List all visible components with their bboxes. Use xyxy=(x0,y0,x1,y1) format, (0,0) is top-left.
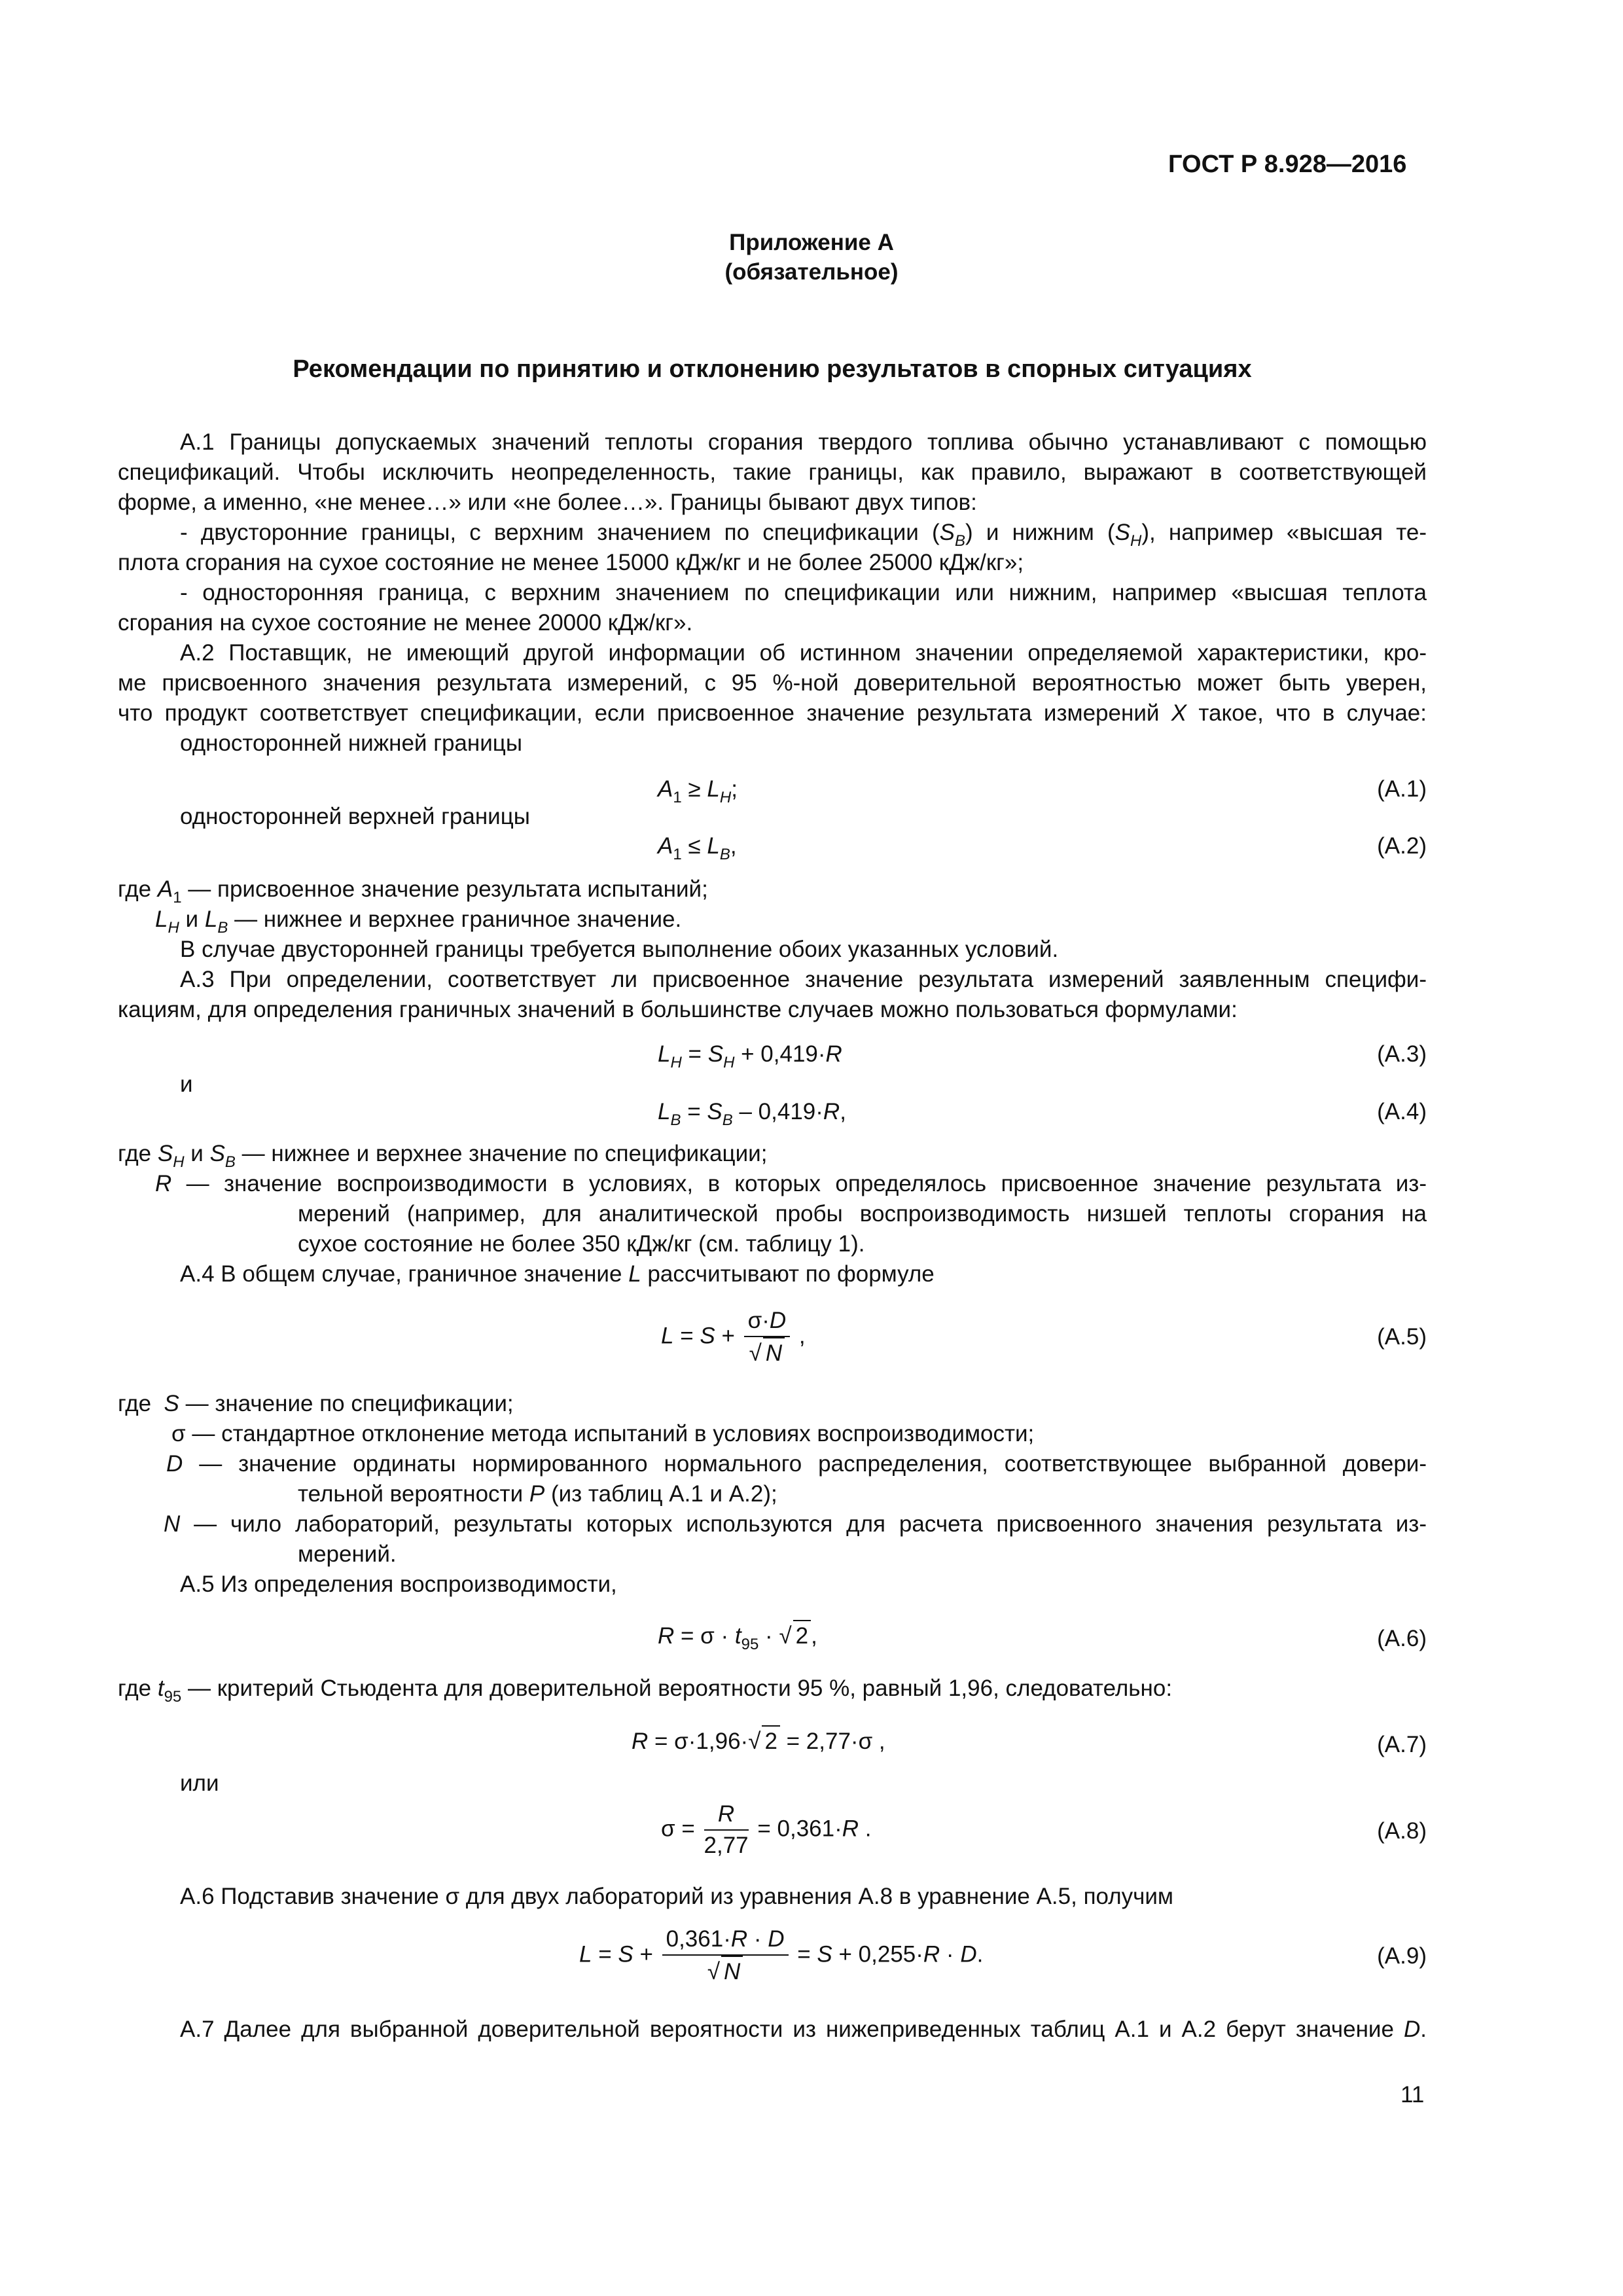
standard-code: ГОСТ Р 8.928—2016 xyxy=(1168,151,1407,178)
equation-a6: $R = \sigma \cdot t_{95}$ · √ 2 , xyxy=(658,1620,817,1651)
fraction: $\frac{\sigma\cdot D}{√ N}$ xyxy=(744,1306,791,1369)
equation-a9: L = S + $\frac{0,361\cdot R \cdot D}{√ N}$ = S + 0,255·R · D. xyxy=(579,1924,983,1987)
text-line: А.4 В общем случае, граничное значение L рассчитывают по формуле xyxy=(180,1261,935,1287)
where-line: R — значение воспроизводимости в условиях, в которых определялось присвоенное значение результата из- xyxy=(155,1171,1427,1196)
where-line: тельной вероятности P (из таблиц А.1 и А.2); xyxy=(298,1481,777,1507)
text-line: - односторонняя граница, с верхним значением по спецификации или нижним, например «высшая теплота xyxy=(180,580,1427,605)
text-line: плота сгорания на сухое состояние не менее 15000 кДж/кг и не более 25000 кДж/кг»; xyxy=(118,550,1024,575)
appendix-title: Приложение А xyxy=(729,230,894,255)
where-line: σ — стандартное отклонение метода испытаний в условиях воспроизводимости; xyxy=(171,1421,1035,1446)
text-line: А.6 Подставив значение σ для двух лабораторий из уравнения А.8 в уравнение А.5, получим xyxy=(180,1884,1173,1909)
equation-a4: $L_B = S_B - 0,419\cdot R$, xyxy=(658,1099,846,1129)
where-line: N — чило лабораторий, результаты которых используются для расчета присвоенного значения результата из- xyxy=(164,1511,1427,1537)
appendix-status: (обязательное) xyxy=(724,259,899,285)
where-line: мерений (например, для аналитической пробы воспроизводимость низшей теплоты сгорания на xyxy=(298,1201,1427,1227)
where-line: где S — значение по спецификации; xyxy=(118,1391,514,1416)
equation-number: (А.9) xyxy=(1377,1943,1427,1969)
where-line: мерений. xyxy=(298,1541,397,1567)
where-line: $L_H$ и $L_B$ — нижнее и верхнее граничное значение. xyxy=(155,906,682,937)
fraction: $\frac{R}{2,77}$ xyxy=(704,1799,749,1861)
where-line: сухое состояние не более 350 кДж/кг (см. таблицу 1). xyxy=(298,1231,865,1257)
text-line: ме присвоенного значения результата измерений, с 95 %-ной доверительной вероятностью может быть уверен, xyxy=(118,670,1427,696)
page-number: 11 xyxy=(1400,2082,1425,2108)
text-line: что продукт соответствует спецификации, если присвоенное значение результата измерений X такое, что в случае: xyxy=(118,700,1427,726)
equation-number: (А.8) xyxy=(1377,1818,1427,1844)
text-line: - двусторонние границы, с верхним значением по спецификации $(S_B)$ и нижним $(S_H)$, например «высшая те- xyxy=(180,520,1427,550)
section-title: Рекомендации по принятию и отклонению результатов в спорных ситуациях xyxy=(293,355,1252,383)
text-line: А.2 Поставщик, не имеющий другой информации об истинном значении определяемой характеристики, кро- xyxy=(180,640,1427,666)
equation-number: (А.2) xyxy=(1377,833,1427,859)
equation-a3: $L_H = S_H + 0,419\cdot R$ xyxy=(658,1041,842,1071)
equation-number: (А.7) xyxy=(1377,1732,1427,1757)
equation-number: (А.3) xyxy=(1377,1041,1427,1067)
text-line: кациям, для определения граничных значений в большинстве случаев можно пользоваться формулами: xyxy=(118,997,1238,1022)
equation-number: (А.1) xyxy=(1377,776,1427,802)
text-line: односторонней нижней границы xyxy=(180,730,522,756)
equation-number: (А.5) xyxy=(1377,1324,1427,1350)
text-line: А.1 Границы допускаемых значений теплоты сгорания твердого топлива обычно устанавливают с помощью xyxy=(180,429,1427,455)
where-line: где $t_{95}$ — критерий Стьюдента для доверительной вероятности 95 %, равный 1,96, следовательно: xyxy=(118,1676,1173,1706)
fraction: $\frac{0,361\cdot R \cdot D}{√ N}$ xyxy=(662,1924,789,1987)
equation-a7: R = σ·1,96·√ 2 = 2,77·σ , xyxy=(632,1725,885,1757)
equation-a2: $A_1 \le L_B$, xyxy=(658,833,737,863)
equation-a1: $A_1 \ge L_H$; xyxy=(658,776,738,806)
text-line: сгорания на сухое состояние не менее 20000 кДж/кг». xyxy=(118,610,693,636)
equation-a5: L = S + $\frac{\sigma\cdot D}{√ N}$ , xyxy=(661,1306,806,1369)
text-line: спецификаций. Чтобы исключить неопределенность, такие границы, как правило, выражают в соответствующей xyxy=(118,459,1427,485)
text-line: форме, а именно, «не менее…» или «не более…». Границы бывают двух типов: xyxy=(118,490,977,515)
text-line: А.5 Из определения воспроизводимости, xyxy=(180,1571,617,1597)
where-line: где $A_1$ — присвоенное значение результата испытаний; xyxy=(118,876,708,906)
equation-number: (А.6) xyxy=(1377,1626,1427,1651)
equation-a8: σ = $\frac{R}{2,77}$ = 0,361·R . xyxy=(661,1799,872,1861)
text-line: А.7 Далее для выбранной доверительной вероятности из нижеприведенных таблиц А.1 и А.2 берут значение D. xyxy=(180,2017,1427,2042)
text-line: В случае двусторонней границы требуется выполнение обоих указанных условий. xyxy=(180,937,1059,962)
or-word: или xyxy=(180,1770,219,1796)
and-word: и xyxy=(180,1071,193,1097)
text-line: А.3 При определении, соответствует ли присвоенное значение результата измерений заявленным специфи- xyxy=(180,967,1427,992)
where-line: где $S_H$ и $S_B$ — нижнее и верхнее значение по спецификации; xyxy=(118,1141,768,1171)
where-line: D — значение ординаты нормированного нормального распределения, соответствующее выбранной довери- xyxy=(166,1451,1427,1477)
text-line: односторонней верхней границы xyxy=(180,804,530,829)
equation-number: (А.4) xyxy=(1377,1099,1427,1124)
